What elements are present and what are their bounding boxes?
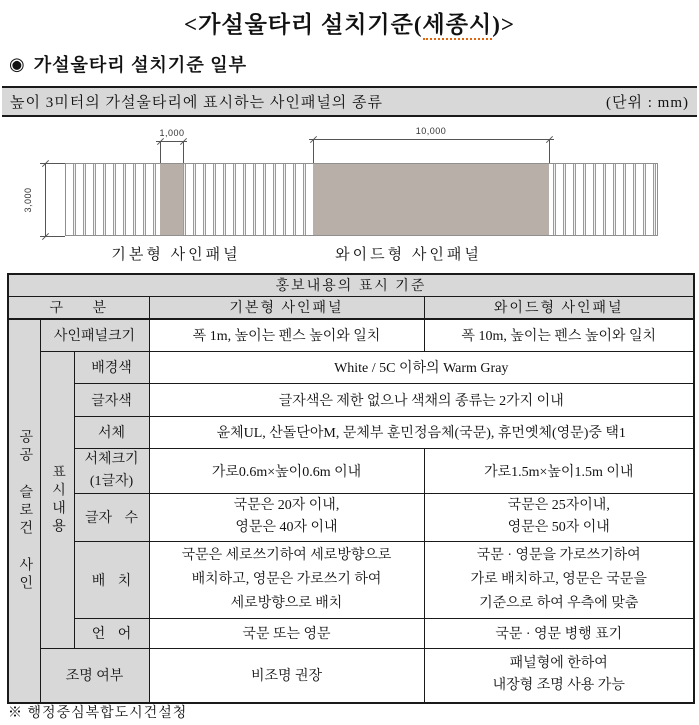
fisheye-bullet-icon: ◉ [9,53,26,74]
cell-lighting-wide [424,648,694,703]
wide-dimension-line [309,139,554,140]
footer-note: ※ 행정중심복합도시건설청 [8,706,188,721]
layout-wide-line1: 국문 · 영문을 가로쓰기하여 [476,547,641,563]
row-font-size [8,448,694,493]
label-language: 언 어 [74,618,149,648]
cell-lighting-basic: 비조명 권장 [149,648,424,703]
unit-bar [2,86,697,117]
row-group-public-slogan-sign [8,319,40,703]
basic-dim-right-extension [183,141,184,163]
label-panel-size: 사인패널크기 [40,319,149,351]
row-panel-size [8,319,694,351]
col-header-wide-panel: 와이드형 사인패널 [424,296,694,319]
page-title-prefix: <가설울타리 설치기준( [184,12,423,37]
layout-wide-line3: 기준으로 하여 우측에 맞춤 [479,595,639,611]
sign-spec-table [7,273,695,704]
basic-panel-caption: 기본형 사인패널 [111,247,241,263]
label-text-color: 글자색 [74,383,149,416]
content-group-vertical-label: 표시내용 [50,463,65,536]
fence-diagram [0,117,699,273]
row-group-display-content [40,351,74,648]
col-header-basic-panel: 기본형 사인패널 [149,296,424,319]
char-count-wide-line1: 국문은 25자이내, [507,498,610,513]
table-title-row [8,274,694,296]
cell-typeface: 윤체UL, 산돌단아M, 문체부 훈민정음체(국문), 휴먼옛체(영문)중 택1 [149,416,694,448]
layout-basic-line3: 세로방향으로 배치 [230,595,343,611]
unit-bar-unit: (단위 : mm) [606,95,689,111]
cell-panel-size-wide: 폭 10m, 높이는 펜스 높이와 일치 [424,319,694,351]
row-layout [8,541,694,618]
label-bg-color: 배경색 [74,351,149,383]
row-group-vertical-label: 공공 슬로건 사인 [17,429,33,593]
cell-font-size-wide: 가로1.5m×높이1.5m 이내 [424,448,694,493]
wide-sign-panel [313,164,549,235]
label-font-size-line1: 서체크기 [84,451,139,467]
label-font-size [74,448,149,493]
char-count-basic-line1: 국문은 20자 이내, [233,498,340,513]
row-text-color [8,383,694,416]
basic-dim-left-extension [160,141,161,163]
row-lighting [8,648,694,703]
cell-font-size-basic: 가로0.6m×높이0.6m 이내 [149,448,424,493]
wide-dimension-value: 10,000 [415,126,447,136]
wide-dim-left-extension [313,139,314,163]
label-layout: 배 치 [74,541,149,618]
cell-char-count-basic [149,493,424,541]
layout-basic-line1: 국문은 세로쓰기하여 세로방향으로 [181,547,392,563]
layout-basic-line2: 배치하고, 영문은 가로쓰기 하여 [191,571,382,587]
label-lighting: 조명 여부 [40,648,149,703]
table-title: 홍보내용의 표시 기준 [8,274,694,296]
cell-layout-basic [149,541,424,618]
col-header-category: 구 분 [8,296,149,319]
cell-language-wide: 국문 · 영문 병행 표기 [424,618,694,648]
lighting-wide-line2: 내장형 조명 사용 가능 [492,678,625,694]
layout-wide-line2: 가로 배치하고, 영문은 국문을 [470,571,647,587]
fence-elevation [65,163,658,236]
row-typeface [8,416,694,448]
height-dimension-line [45,163,46,236]
cell-panel-size-basic: 폭 1m, 높이는 펜스 높이와 일치 [149,319,424,351]
char-count-basic-line2: 영문은 40자 이내 [235,520,338,535]
cell-layout-wide [424,541,694,618]
label-typeface: 서체 [74,416,149,448]
basic-sign-panel [160,164,183,235]
table-header-row [8,296,694,319]
label-char-count: 글자 수 [74,493,149,541]
page-title-city-spellcheck: 세종시 [423,12,493,40]
unit-bar-label: 높이 3미터의 가설울타리에 표시하는 사인패널의 종류 [10,95,384,111]
cell-bg-color: White / 5C 이하의 Warm Gray [149,351,694,383]
section-heading-label: 가설울타리 설치기준 일부 [33,55,247,75]
page-title-suffix: )> [492,12,515,37]
section-heading [9,51,247,77]
wide-panel-caption: 와이드형 사인패널 [335,247,482,263]
lighting-wide-line1: 패널형에 한하여 [509,656,608,672]
char-count-wide-line2: 영문은 50자 이내 [507,520,610,535]
wide-dim-right-extension [549,139,550,163]
height-dimension-value: 3,000 [23,187,33,213]
label-font-size-line2: (1글자) [89,473,134,489]
cell-language-basic: 국문 또는 영문 [149,618,424,648]
row-language [8,618,694,648]
row-char-count [8,493,694,541]
basic-dimension-value: 1,000 [159,128,185,138]
cell-text-color: 글자색은 제한 없으나 색채의 종류는 2가지 이내 [149,383,694,416]
row-bg-color [8,351,694,383]
page-title [0,6,699,39]
cell-char-count-wide [424,493,694,541]
